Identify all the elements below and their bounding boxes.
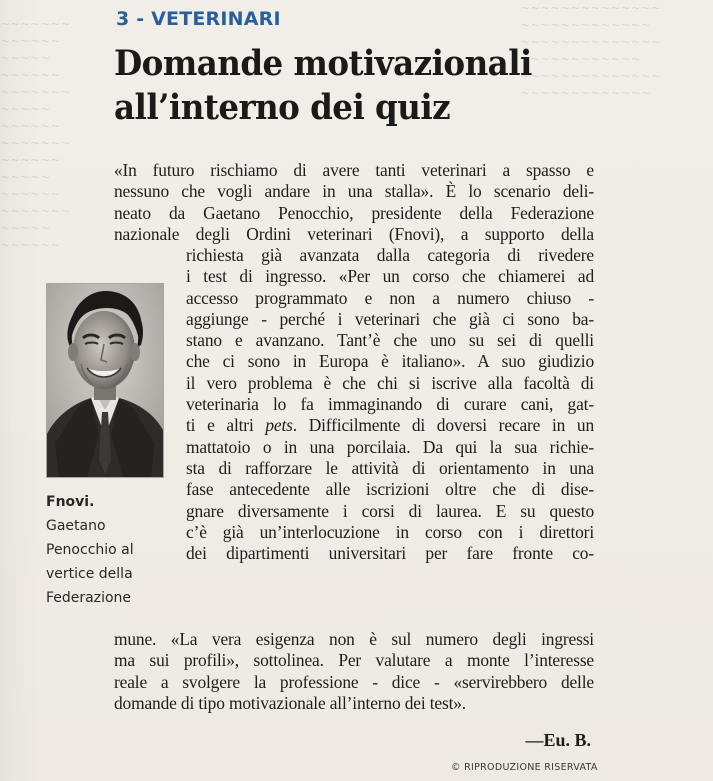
author-byline: —Eu. B. <box>525 730 591 750</box>
copyright-notice: © RIPRODUZIONE RISERVATA <box>451 762 598 773</box>
headline-line-1: Domande motivazionali <box>114 43 532 84</box>
caption-label: Fnovi. <box>46 494 95 510</box>
body-line: aggiunge - perché i veterinari che già ci sono ba- <box>186 308 594 329</box>
body-line <box>186 415 594 436</box>
body-line: nazionale degli Ordini veterinari (Fnovi), a supporto della <box>114 223 594 244</box>
body-line: domande di tipo motivazionale all’interno dei test». <box>114 692 466 713</box>
body-line: il vero problema è che chi si iscrive alla facoltà di <box>186 372 594 393</box>
body-line: fase antecedente alle iscrizioni oltre che di dise- <box>186 479 594 500</box>
body-fragment: ti e altri <box>186 415 254 436</box>
article-body-bottom <box>114 629 594 714</box>
portrait-photo <box>46 283 164 478</box>
body-line: c’è già un’interlocuzione in corso con i direttori <box>186 521 594 542</box>
body-line: dei dipartimenti universitari per fare fronte co- <box>186 543 594 564</box>
article-headline <box>114 42 532 130</box>
body-line: mune. «La vera esigenza non è sul numero degli ingressi <box>114 629 594 649</box>
body-line: reale a svolgere la professione - dice - «servirebbero delle <box>114 671 594 692</box>
body-line: neato da Gaetano Penocchio, presidente della Federazione <box>114 202 594 223</box>
body-line: ma sui profili», sottolinea. Per valutare a monte l’interesse <box>114 650 594 671</box>
body-line: i test di ingresso. «Per un corso che chiamerei ad <box>186 266 594 287</box>
bleed-through-left: ~~~~~~~ ~~~~~~ ~~~~~ ~~~~~~ ~~~~~~~ ~~~~~ ~~~~~~ ~~~~~~~ ~~~~~~ ~~~~~ ~~~~~~ ~~~~~~~ ~~~~~ ~~~~~~ <box>0 17 71 252</box>
article-body-wrap <box>186 245 594 564</box>
body-fragment: . Difficilmente di doversi recare in un <box>292 415 594 436</box>
portrait-illustration <box>47 284 163 477</box>
article-body-top <box>114 160 594 245</box>
body-line: che ci sono in Europa è italiano». A suo giudizio <box>186 351 594 372</box>
body-italic-word: pets <box>265 415 293 436</box>
headline-line-2: all’interno dei quiz <box>114 87 451 128</box>
body-line: mattatoio o in una porcilaia. Da qui la sua richie- <box>186 436 594 457</box>
body-line: stano e avanzano. Tant’è che uno su sei di quelli <box>186 330 594 351</box>
body-line: sta di rafforzare le attività di orientamento in una <box>186 457 594 478</box>
section-kicker: 3 - VETERINARI <box>116 8 281 30</box>
photo-caption <box>46 490 176 610</box>
body-line: «In futuro rischiamo di avere tanti veterinari a spasso e <box>114 160 594 180</box>
body-line: richiesta già avanzata dalla categoria di rivedere <box>186 245 594 265</box>
body-line: accesso programmato e non a numero chiuso - <box>186 287 594 308</box>
body-line: veterinaria lo fa immaginando di curare cani, gat- <box>186 394 594 415</box>
body-line: gnare diversamente i corsi di laurea. E su questo <box>186 500 594 521</box>
caption-text: Gaetano Penocchio al vertice della Federazione <box>46 518 134 606</box>
bleed-through-right: ~~~~~~~~~~~~~~ ~~~~~~~~~~~~~ ~~~~~~~~~~~~~~ ~~~~~~~~~~~~ ~~~~~~~~~~~~~~ ~~~~~~~~~~~~~ <box>520 1 661 100</box>
body-line: nessuno che vogli andare in una stalla». È lo scenario deli- <box>114 181 594 202</box>
